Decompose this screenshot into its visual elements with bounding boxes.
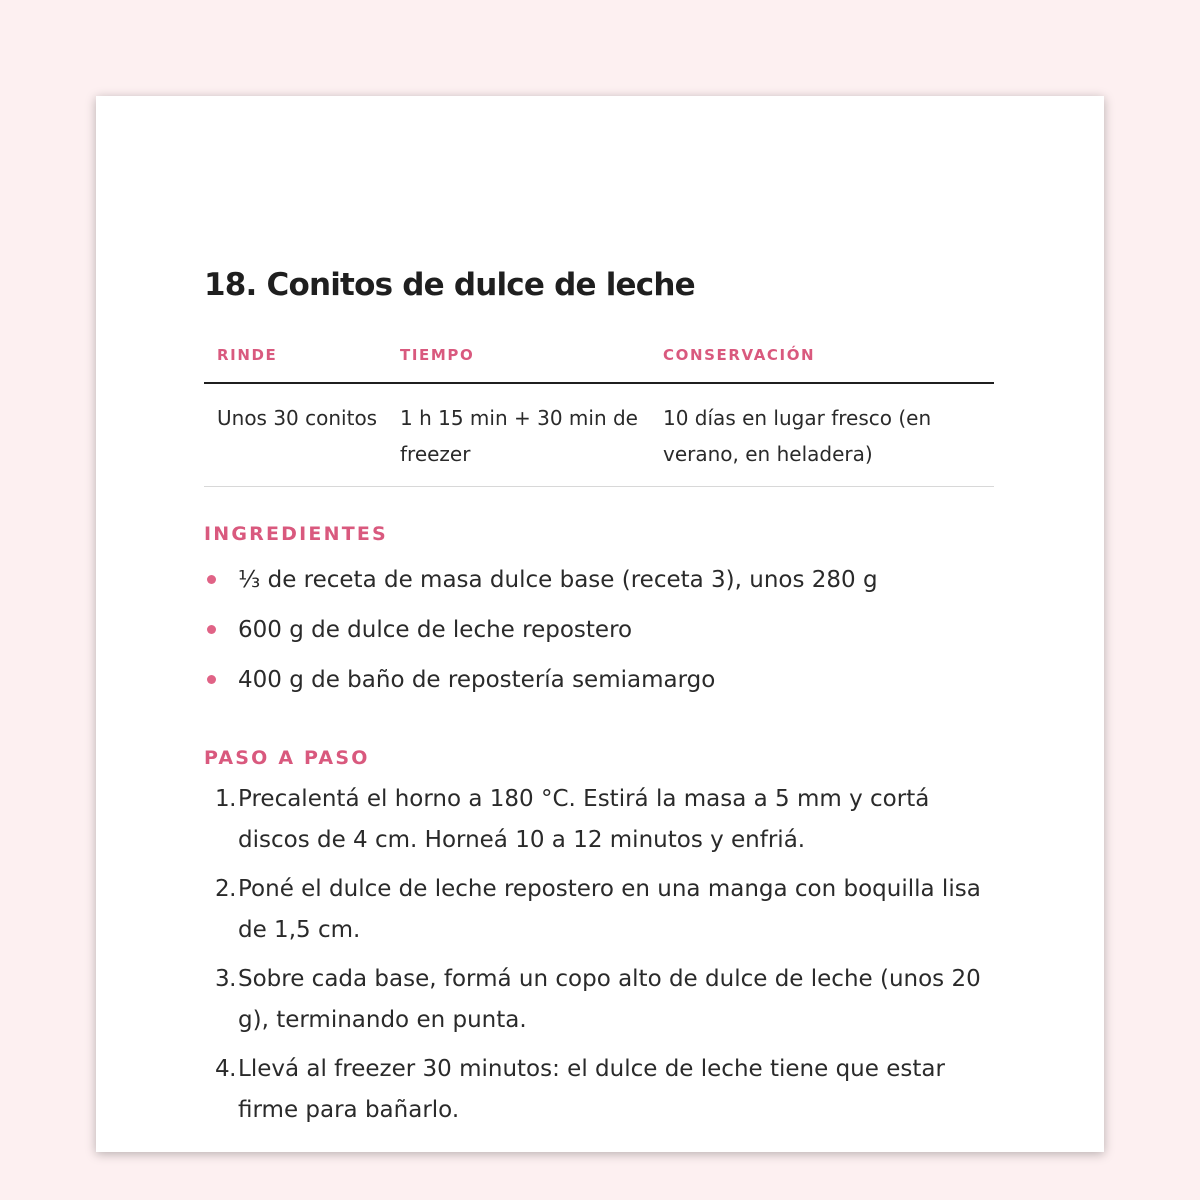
recipe-card bbox=[96, 96, 1104, 1152]
step-text: Precalentá el horno a 180 °C. Estirá la masa a 5 mm y cortá discos de 4 cm. Horneá 10 a 12 minutos y enfriá. bbox=[238, 786, 930, 853]
step-number: 1. bbox=[215, 786, 236, 812]
recipe-title: 18. Conitos de dulce de leche bbox=[204, 267, 695, 303]
ingredients-heading: INGREDIENTES bbox=[204, 523, 388, 545]
list-item bbox=[204, 605, 994, 655]
ingredients-list bbox=[204, 555, 994, 705]
list-item bbox=[204, 779, 994, 861]
list-item bbox=[204, 869, 994, 951]
ingredient-text: 400 g de baño de repostería semiamargo bbox=[238, 667, 716, 693]
bullet-icon bbox=[207, 575, 216, 584]
step-text: Poné el dulce de leche repostero en una manga con boquilla lisa de 1,5 cm. bbox=[238, 876, 981, 943]
steps-heading: PASO A PASO bbox=[204, 747, 370, 769]
meta-header-row bbox=[204, 342, 994, 383]
meta-header-tiempo: TIEMPO bbox=[387, 342, 650, 383]
meta-value-conservacion: 10 días en lugar fresco (en verano, en heladera) bbox=[650, 383, 994, 487]
list-item bbox=[204, 959, 994, 1041]
ingredient-text: ⅓ de receta de masa dulce base (receta 3), unos 280 g bbox=[238, 567, 878, 593]
bullet-icon bbox=[207, 625, 216, 634]
meta-value-rinde: Unos 30 conitos bbox=[204, 383, 387, 487]
step-number: 3. bbox=[215, 966, 236, 992]
list-item bbox=[204, 555, 994, 605]
meta-header-conservacion: CONSERVACIÓN bbox=[650, 342, 994, 383]
meta-header-rinde: RINDE bbox=[204, 342, 387, 383]
step-number: 2. bbox=[215, 876, 236, 902]
list-item bbox=[204, 1049, 994, 1131]
list-item bbox=[204, 655, 994, 705]
meta-value-tiempo: 1 h 15 min + 30 min de freezer bbox=[387, 383, 650, 487]
recipe-meta-table bbox=[204, 342, 994, 487]
recipe-content bbox=[204, 260, 994, 1139]
step-text: Sobre cada base, formá un copo alto de dulce de leche (unos 20 g), terminando en punta. bbox=[238, 966, 981, 1033]
step-number: 4. bbox=[215, 1056, 236, 1082]
bullet-icon bbox=[207, 675, 216, 684]
meta-value-row bbox=[204, 383, 994, 487]
steps-list bbox=[204, 779, 994, 1131]
step-text: Llevá al freezer 30 minutos: el dulce de leche tiene que estar firme para bañarlo. bbox=[238, 1056, 945, 1123]
ingredient-text: 600 g de dulce de leche repostero bbox=[238, 617, 633, 643]
